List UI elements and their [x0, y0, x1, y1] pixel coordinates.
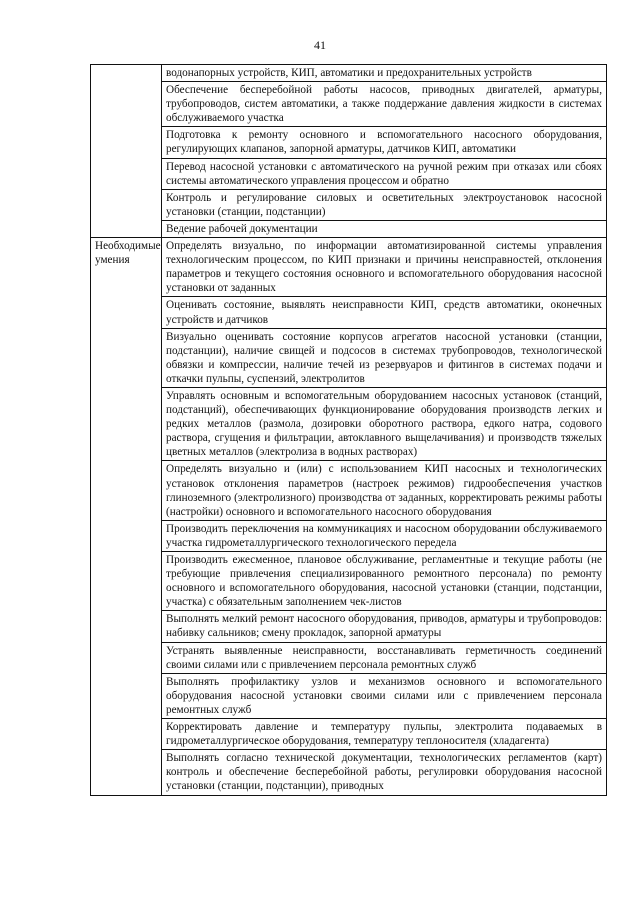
table-row [91, 220, 607, 237]
table-row [91, 750, 607, 795]
table-row [91, 673, 607, 718]
skill-item: Выполнять мелкий ремонт насосного оборудования, приводов, арматуры и трубопроводов: набивку сальников; смену прокладок, запорной арматуры [162, 611, 607, 642]
table-row [91, 238, 607, 297]
labor-function-item: Обеспечение бесперебойной работы насосов, приводных двигателей, арматуры, трубопроводов, систем автоматики, а также поддержание давления жидкости в системах обслуживаемого участка [162, 82, 607, 127]
skill-item: Выполнять профилактику узлов и механизмов основного и вспомогательного оборудования насосной установки своими силами или с привлечением персонала ремонтных служб [162, 673, 607, 718]
skill-item: Корректировать давление и температуру пульпы, электролита подаваемых в гидрометаллургическое оборудования, температуру теплоносителя (хладагента) [162, 719, 607, 750]
labor-functions-label-cell [91, 65, 162, 238]
labor-function-item: Ведение рабочей документации [162, 220, 607, 237]
skill-item: Производить переключения на коммуникациях и насосном оборудовании обслуживаемого участка гидрометаллургического технологического передела [162, 520, 607, 551]
page-number: 41 [314, 38, 326, 52]
skill-item: Управлять основным и вспомогательным оборудованием насосных установок (станций, подстанций), обеспечивающих функционирование оборудования производств легких и редких металлов (размола, дозировки оборотного раствора, едкого натра, содового раствора, сгущения и фильтрации, автоклавного выщелачивания) и производств тяжелых цветных металлов (электролиза в водных растворах) [162, 387, 607, 460]
labor-function-item: Подготовка к ремонту основного и вспомогательного насосного оборудования, регулирующих клапанов, запорной арматуры, датчиков КИП, автоматики [162, 127, 607, 158]
table-row [91, 642, 607, 673]
table-row [91, 82, 607, 127]
table-row [91, 328, 607, 387]
table-row [91, 461, 607, 520]
skill-item: Определять визуально, по информации автоматизированной системы управления технологическим процессом, по КИП признаки и причины неисправностей, отклонения параметров и текущего состояния основного и вспомогательного оборудования насосной установки от заданных [162, 238, 607, 297]
skill-item: Оценивать состояние, выявлять неисправности КИП, средств автоматики, оконечных устройств и датчиков [162, 297, 607, 328]
table-row [91, 158, 607, 189]
labor-function-item: Перевод насосной установки с автоматического на ручной режим при отказах или сбоях системы автоматического управления процессом и обратно [162, 158, 607, 189]
skill-item: Определять визуально и (или) с использованием КИП насосных и технологических установок отклонения параметров (настроек режимов) гидрообеспечения участков глиноземного (электролизного) производства от заданных, корректировать режимы работы (настройки) основного и вспомогательного насосного оборудования [162, 461, 607, 520]
skill-item: Производить ежесменное, плановое обслуживание, регламентные и текущие работы (не требующие привлечения специализированного ремонтного персонала) по ремонту основного и вспомогательного оборудования, насосной установки (станции, подстанции, участка) с обязательным заполнением чек-листов [162, 552, 607, 611]
table-row [91, 552, 607, 611]
requirements-table [90, 64, 607, 796]
skill-item: Выполнять согласно технической документации, технологических регламентов (карт) контроль и обеспечение бесперебойной работы, регулировки оборудования насосной установки (станции, подстанции), приводных [162, 750, 607, 795]
table-row [91, 611, 607, 642]
skills-label: Необходимые умения [91, 238, 162, 795]
labor-function-item: водонапорных устройств, КИП, автоматики и предохранительных устройств [162, 65, 607, 82]
skill-item: Визуально оценивать состояние корпусов агрегатов насосной установки (станции, подстанции), наличие свищей и подсосов в системах трубопроводов, технологической обвязки и компрессии, наличие течей из резервуаров и фитингов в системах подачи и откачки пульпы, суспензий, электролитов [162, 328, 607, 387]
table-row [91, 297, 607, 328]
table-row [91, 520, 607, 551]
table-row [91, 189, 607, 220]
table-row [91, 65, 607, 82]
skill-item: Устранять выявленные неисправности, восстанавливать герметичность соединений своими силами или с привлечением персонала ремонтных служб [162, 642, 607, 673]
table-row [91, 387, 607, 460]
labor-function-item: Контроль и регулирование силовых и осветительных электроустановок насосной установки (станции, подстанции) [162, 189, 607, 220]
table-row [91, 127, 607, 158]
table-row [91, 719, 607, 750]
